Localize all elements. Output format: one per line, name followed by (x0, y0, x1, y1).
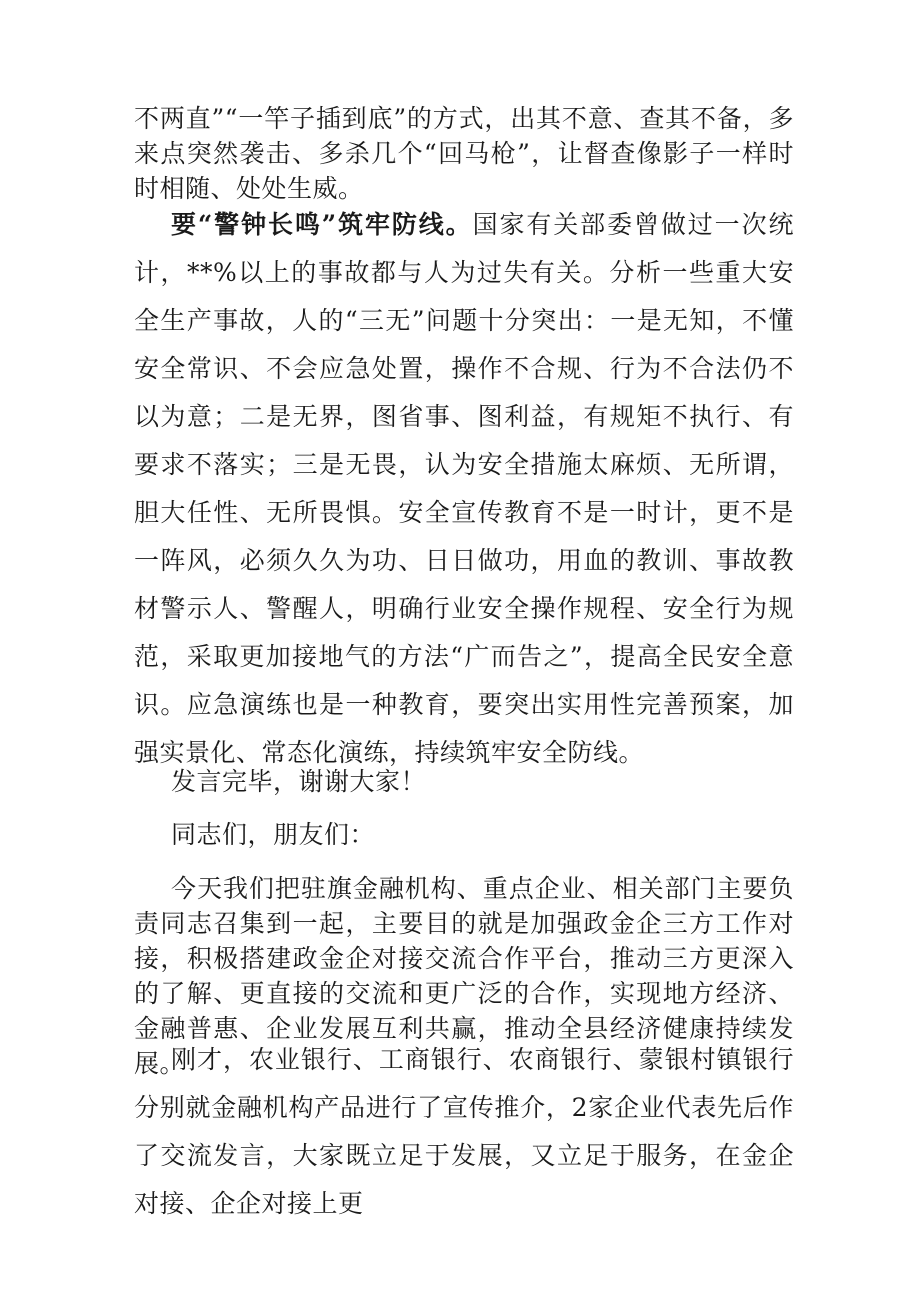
paragraph-closing: 发言完毕，谢谢大家！ (171, 767, 427, 796)
paragraph-supervision: 不两直”“一竿子插到底”的方式，出其不意、查其不备，多来点突然袭击、多杀几个“回马枪”，让督查像影子一样时时相随、处处生威。 (134, 104, 794, 203)
paragraph-body: 国家有关部委曾做过一次统计，**%以上的事故都与人为过失有关。分析一些重大安全生产事故，人的“三无”问题十分突出：一是无知，不懂安全常识、不会应急处置，操作不合规、行为不合法仍不以为意；二是无界，图省事、图利益，有规矩不执行、有要求不落实；三是无畏，认为安全措施太麻烦、无所谓，胆大任性、无所畏惧。安全宣传教育不是一时计，更不是一阵风，必须久久为功、日日做功，用血的教训、事故教材警示人、警醒人，明确行业安全操作规程、安全行为规范，采取更加接地气的方法“广而告之”，提高全民安全意识。应急演练也是一种教育，要突出实用性完善预案，加强实景化、常态化演练，持续筑牢安全防线。 (134, 210, 794, 767)
paragraph-meeting-purpose: 今天我们把驻旗金融机构、重点企业、相关部门主要负责同志召集到一起，主要目的就是加强政金企三方工作对接，积极搭建政金企对接交流合作平台，推动三方更深入的了解、更直接的交流和更广泛的合作，实现地方经济、金融普惠、企业发展互利共赢，推动全县经济健康持续发展。 (134, 874, 794, 1078)
paragraph-bank-presentations: 刚才，农业银行、工商银行、农商银行、蒙银村镇银行分别就金融机构产品进行了宣传推介，2家企业代表先后作了交流发言，大家既立足于发展，又立足于服务，在金企对接、企企对接上更 (134, 1045, 794, 1218)
paragraph-heading: 要“警钟长鸣”筑牢防线。 (171, 210, 473, 239)
paragraph-alarm-bell (134, 201, 794, 777)
paragraph-salutation: 同志们，朋友们： (171, 820, 376, 849)
